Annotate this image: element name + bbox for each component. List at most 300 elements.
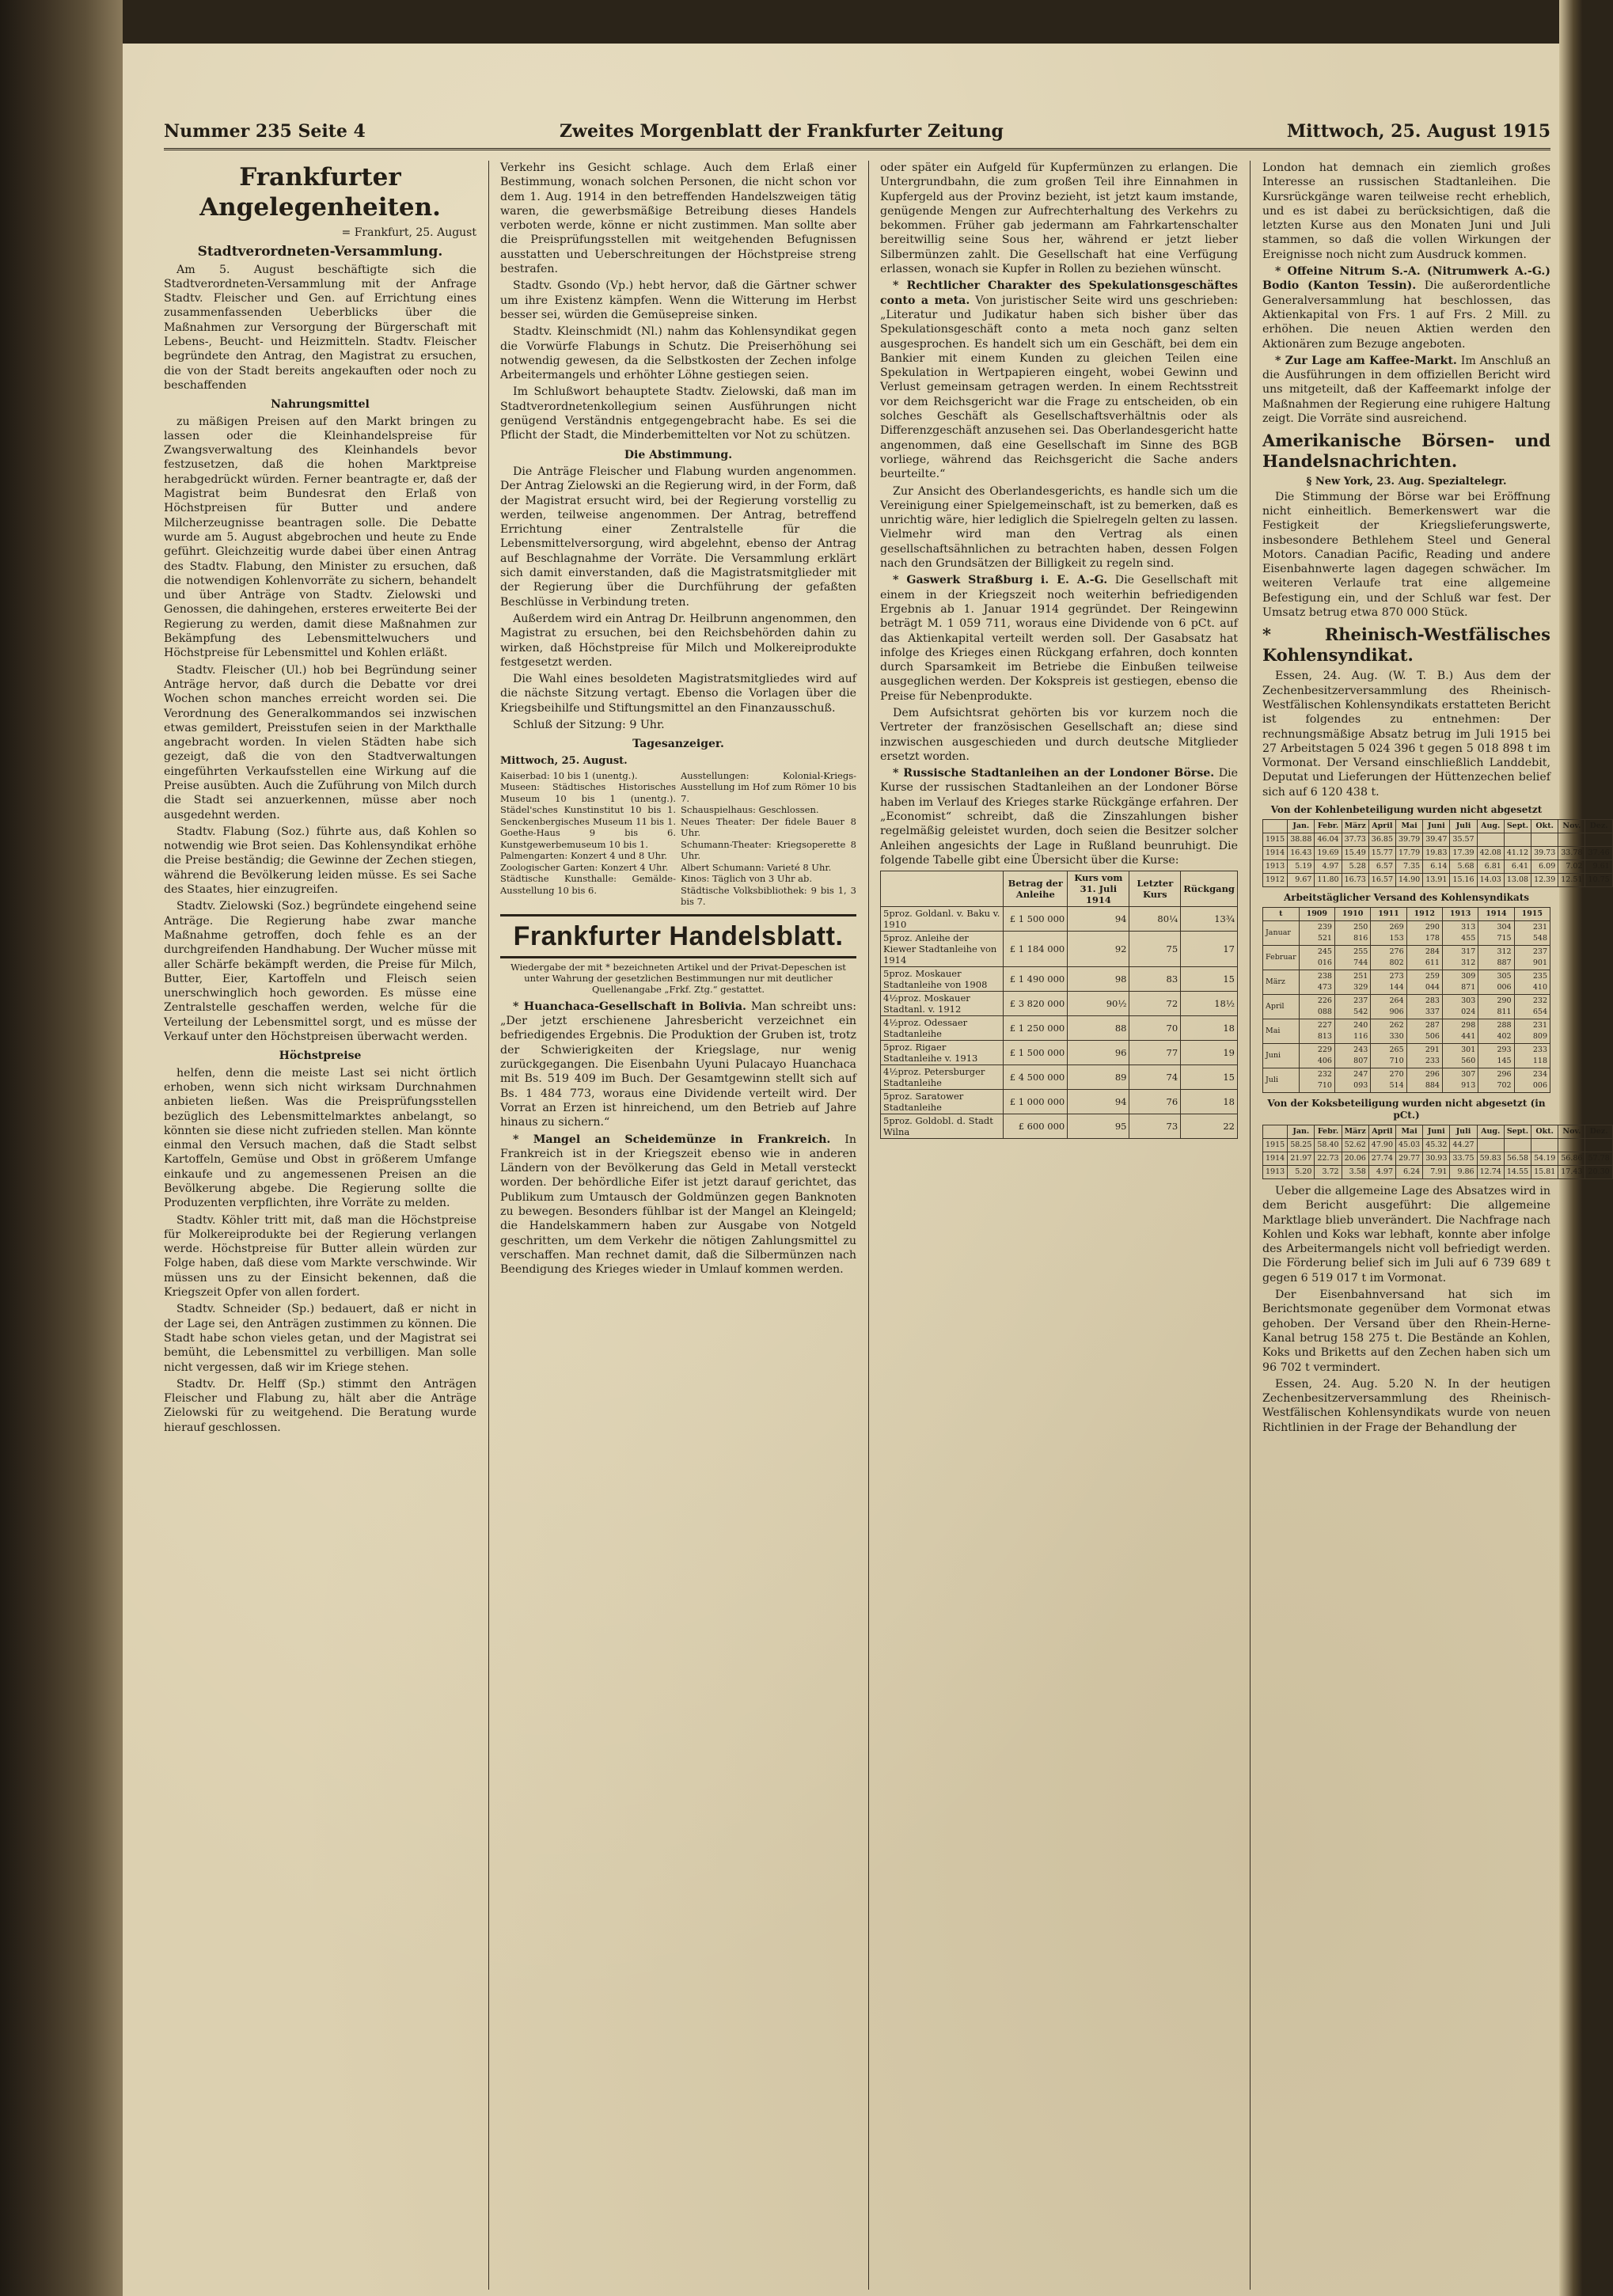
- table-row: [1263, 1043, 1550, 1068]
- table-header-cell: Jan.: [1288, 819, 1315, 833]
- table-cell: 4½proz. Petersburger Stadtanleihe: [881, 1065, 1004, 1090]
- issue-date: Mittwoch, 25. August 1915: [1286, 121, 1550, 142]
- table-header-cell: Okt.: [1531, 819, 1558, 833]
- table-cell: 33.75: [1450, 1152, 1477, 1165]
- column-rule: [488, 161, 489, 2290]
- table-cell: 232 654: [1514, 994, 1550, 1019]
- table-cell: 9.61: [1585, 860, 1612, 873]
- table-cell: 4.97: [1315, 860, 1342, 873]
- table-row: [1263, 945, 1550, 970]
- table-cell: 27.74: [1368, 1152, 1395, 1165]
- table-cell: 12.51: [1558, 873, 1585, 886]
- table-cell: 293 145: [1478, 1043, 1514, 1068]
- table-cell: 44.27: [1450, 1138, 1477, 1152]
- table-cell: 22: [1181, 1114, 1238, 1139]
- table-cell: 52.62: [1342, 1138, 1368, 1152]
- table-cell: 5.28: [1342, 860, 1368, 873]
- table-cell: 21.97: [1288, 1152, 1315, 1165]
- table-cell: [1558, 833, 1585, 846]
- subheading: Höchstpreise: [279, 1049, 362, 1063]
- table-header-cell: 1913: [1442, 907, 1478, 920]
- article-text: Im Anschluß an die Ausführungen in dem offiziellen Bericht wird uns mitgeteilt, daß der Kaffeemarkt infolge der Maßnahmen der Regierung eine ruhigere Haltung zeigt. Die Vorräte sind ausreichend.: [1262, 354, 1551, 426]
- table-header-cell: 1909: [1299, 907, 1334, 920]
- table-cell: 16.57: [1368, 873, 1395, 886]
- table-cell: [1558, 1138, 1585, 1152]
- table-header-cell: Rückgang: [1181, 871, 1238, 907]
- table-cell: 17: [1181, 932, 1238, 967]
- table-cell: 6.41: [1504, 860, 1531, 873]
- table-cell: 4.97: [1368, 1165, 1395, 1178]
- table-cell: 80¼: [1129, 907, 1181, 932]
- daily-listings: [500, 770, 856, 908]
- table-cell: 313 455: [1442, 920, 1478, 945]
- table-cell: 18½: [1181, 992, 1238, 1016]
- paragraph: Dem Aufsichtsrat gehörten bis vor kurzem noch die Vertreter der französischen Gesellschaft an; diese sind inzwischen ausgeschieden und durch deutsche Mitglieder ersetzt worden.: [880, 706, 1238, 763]
- table-header-cell: Dez.: [1585, 1125, 1612, 1138]
- table-cell: [1585, 1138, 1612, 1152]
- table-cell: 259 044: [1406, 970, 1442, 994]
- table-header-cell: Nov.: [1558, 1125, 1585, 1138]
- table-cell: 45.03: [1396, 1138, 1423, 1152]
- table-cell: 7.91: [1423, 1165, 1450, 1178]
- paragraph: Im Schlußwort behauptete Stadtv. Zielowski, daß man im Stadtverordnetenkollegium seinen Ausführungen nicht genügend Verständnis entgegengebracht habe. Es sei die Pflicht der Stadt, die Minderbemittelten vor Not zu schützen.: [500, 385, 856, 442]
- table-row: [1263, 1165, 1613, 1178]
- table-header-cell: 1911: [1371, 907, 1406, 920]
- table-cell: £ 1 500 000: [1004, 1041, 1068, 1065]
- table-cell: 76: [1129, 1090, 1181, 1114]
- table-header-cell: Okt.: [1531, 1125, 1558, 1138]
- article-lead: * Offeine Nitrum S.-A. (Nitrumwerk A.-G.) Bodio (Kanton Tessin).: [1262, 265, 1550, 293]
- table-cell: 276 802: [1371, 945, 1406, 970]
- russian-loans-table: [880, 871, 1238, 1139]
- table-header-cell: Aug.: [1477, 819, 1504, 833]
- table-cell: 6.81: [1477, 860, 1504, 873]
- table-cell: 30.93: [1423, 1152, 1450, 1165]
- table-header-cell: Juni: [1423, 1125, 1450, 1138]
- table-cell: 9.67: [1288, 873, 1315, 886]
- table-cell: 296 702: [1478, 1068, 1514, 1092]
- table-cell: 9.86: [1450, 1165, 1477, 1178]
- table-cell: 290 178: [1406, 920, 1442, 945]
- table-row: [1263, 1068, 1550, 1092]
- paragraph: Außerdem wird ein Antrag Dr. Heilbrunn angenommen, den Magistrat zu ersuchen, bei den Reichsbehörden dahin zu wirken, daß Höchstpreise für Milch und Molkereiprodukte festgesetzt werden.: [500, 612, 856, 669]
- table-cell: April: [1263, 994, 1300, 1019]
- table-cell: 1913: [1263, 860, 1288, 873]
- article-lead: * Huanchaca-Gesellschaft in Bolivia.: [513, 1000, 746, 1013]
- article-heading: Stadtverordneten-Versammlung.: [197, 244, 443, 260]
- table-cell: 73: [1129, 1114, 1181, 1139]
- table-cell: 284 611: [1406, 945, 1442, 970]
- table-cell: 237 901: [1514, 945, 1550, 970]
- table-cell: 291 233: [1406, 1043, 1442, 1068]
- table-cell: 75: [1129, 932, 1181, 967]
- table-row: [1263, 833, 1613, 846]
- table-header-cell: Juli: [1450, 1125, 1477, 1138]
- table-cell: 94: [1068, 1090, 1129, 1114]
- table-cell: 250 816: [1334, 920, 1370, 945]
- table-cell: 14.55: [1504, 1165, 1531, 1178]
- table-cell: 15: [1181, 967, 1238, 992]
- table-cell: 1915: [1263, 833, 1288, 846]
- table-cell: 37.73: [1342, 833, 1368, 846]
- table-cell: [1585, 833, 1612, 846]
- article-text: Die außerordentliche Generalversammlung hat beschlossen, das Aktienkapital von Frs. 1 auf Frs. 2 Mill. zu erhöhen. Die neuen Aktien werden den Aktionären zum Bezuge angeboten.: [1262, 279, 1550, 351]
- table-header-cell: Febr.: [1315, 1125, 1342, 1138]
- daily-listings-heading: Tagesanzeiger.: [632, 738, 724, 751]
- table-cell: 5proz. Goldanl. v. Baku v. 1910: [881, 907, 1004, 932]
- table-cell: 312 887: [1478, 945, 1514, 970]
- table-cell: 46.04: [1315, 833, 1342, 846]
- table-cell: 13¾: [1181, 907, 1238, 932]
- article-lead: * Rechtlicher Charakter des Spekulationsgeschäftes conto a meta.: [880, 279, 1238, 307]
- table-cell: 235 410: [1514, 970, 1550, 994]
- table-row: [881, 967, 1238, 992]
- table-header-cell: Mai: [1396, 1125, 1423, 1138]
- table-cell: 38.88: [1288, 833, 1315, 846]
- table-header-cell: 1910: [1334, 907, 1370, 920]
- table-cell: £ 1 500 000: [1004, 907, 1068, 932]
- book-binding-shadow: [0, 0, 123, 2296]
- table-cell: 232 710: [1299, 1068, 1334, 1092]
- column-markets: [1262, 161, 1610, 2290]
- table-row: [1263, 873, 1613, 886]
- commerce-section-banner: Frankfurter Handelsblatt.: [500, 914, 856, 958]
- table-cell: 19: [1181, 1041, 1238, 1065]
- table-header-cell: Febr.: [1315, 819, 1342, 833]
- table-header-cell: 1914: [1478, 907, 1514, 920]
- table-cell: 231 809: [1514, 1019, 1550, 1043]
- table-cell: 234 006: [1514, 1068, 1550, 1092]
- table-cell: £ 1 000 000: [1004, 1090, 1068, 1114]
- listings-left: Kaiserbad: 10 bis 1 (unentg.). Museen: Städtisches Historisches Museum 10 bis 1 (unentg.). Städel'sches Kunstinstitut 10 bis 1. Senckenbergisches Museum 11 bis 1. Goethe-Haus 9 bis 6. Kunstgewerbemuseum 10 bis 1. Palmengarten: Konzert 4 und 8 Uhr. Zoologischer Garten: Konzert 4 Uhr. Städtische Kunsthalle: Gemälde-Ausstellung 10 bis 6.: [500, 769, 676, 896]
- table-cell: 243 807: [1334, 1043, 1370, 1068]
- article-text: Von juristischer Seite wird uns geschrieben: „Literatur und Judikatur haben sich bisher über das Spekulationsgeschäft conto a meta noch ganz selten ausgesprochen. Es handelt sich um ein Geschäft, bei dem ein Bankier mit einem Kunden zu gleichen Teilen eine Spekulation in Wertpapieren eingeht, wobei Gewinn und Verlust gemeinsam getragen werden. In einem Rechtsstreit vor dem Reichsgericht war die Frage zu entscheiden, ob ein solches Geschäft als Gesellschaftsverhältnis oder als Differenzgeschäft anzusehen sei. Das Oberlandesgericht hatte angenommen, daß eine Gesellschaft im Sinne des BGB vorliege, während das Reichsgericht die Sache anders beurteilte.“: [880, 294, 1238, 481]
- table-row: [1263, 1138, 1613, 1152]
- paragraph: zu mäßigen Preisen auf den Markt bringen zu lassen oder die Kleinhandelspreise für Zwangsverwaltung des Kleinhandels bevor festzusetzen, daß die hohen Marktpreise herabgedrückt würden. Ferner beantragte er, daß der Magistrat beim Bundesrat den Erlaß von Höchstpreisen für Butter und andere Milcherzeugnisse beantragen solle. Die Debatte wurde am 5. August abgebrochen und heute zu Ende geführt. Gleichzeitig wurde dabei über einen Antrag des Stadtv. Flabung, den Minister zu ersuchen, daß die notwendigen Kohlenvorräte zu sichern, behandelt und über Anträge von Stadtv. Zielowski und Genossen, die dahingehen, ersteres erweiterte Bei der Regierung zu werden, damit diese Maßnahmen zur Bekämpfung des Lebensmittelwuchers und Höchstpreise für Lebensmittel und Kohlen erläßt.: [164, 415, 476, 660]
- table-header-cell: Letzter Kurs: [1129, 871, 1181, 907]
- table-cell: 12.74: [1477, 1165, 1504, 1178]
- table-cell: £ 3 820 000: [1004, 992, 1068, 1016]
- table-cell: 5.68: [1450, 860, 1477, 873]
- table-cell: [1531, 833, 1558, 846]
- table-cell: Januar: [1263, 920, 1300, 945]
- column-local-affairs: [164, 161, 476, 2290]
- table-header-cell: Sept.: [1504, 819, 1531, 833]
- table-cell: 6.24: [1396, 1165, 1423, 1178]
- paragraph: London hat demnach ein ziemlich großes Interesse an russischen Stadtanleihen. Die Kursrückgänge waren teilweise recht erheblich, und es ist dabei zu berücksichtigen, daß die letzten Kurse aus den Monaten Juni und Juli stammen, so daß die vollen Wirkungen der Ereignisse noch nicht zum Ausdruck kommen.: [1262, 161, 1550, 261]
- table-cell: 5proz. Saratower Stadtanleihe: [881, 1090, 1004, 1114]
- page-number: Nummer 235 Seite 4: [164, 121, 366, 142]
- table-cell: 239 521: [1299, 920, 1334, 945]
- table-cell: 17.79: [1396, 846, 1423, 860]
- table-cell: 96: [1068, 1041, 1129, 1065]
- table-cell: 1914: [1263, 1152, 1288, 1165]
- table-cell: 37.46: [1585, 846, 1612, 860]
- paragraph: Stadtv. Gsondo (Vp.) hebt hervor, daß die Gärtner schwer um ihre Existenz kämpfen. Wenn die Witterung im Herbst besser sei, würden die Gemüsepreise sinken.: [500, 279, 856, 321]
- table-cell: 12.39: [1531, 873, 1558, 886]
- table-cell: 58.25: [1288, 1138, 1315, 1152]
- table-caption: Arbeitstäglicher Versand des Kohlensyndikats: [1283, 891, 1530, 903]
- table-cell: 288 402: [1478, 1019, 1514, 1043]
- article-text: Die Kurse der russischen Stadtanleihen an der Londoner Börse haben im Verlauf des Krieges starke Rückgänge erfahren. Der „Economist“ schreibt, daß die Zinszahlungen bisher regelmäßig geleistet wurden, doch seien die Besitzer solcher Anleihen angesichts der Lage in Rußland beunruhigt. Die folgende Tabelle gibt eine Übersicht über die Kurse:: [880, 767, 1238, 867]
- table-cell: 240 116: [1334, 1019, 1370, 1043]
- table-cell: 98: [1068, 967, 1129, 992]
- table-cell: 41.12: [1504, 846, 1531, 860]
- paragraph: Verkehr ins Gesicht schlage. Auch dem Erlaß einer Bestimmung, wonach solchen Personen, die nicht schon vor dem 1. Aug. 1914 in den betreffenden Handelszweigen tätig waren, die gewerbsmäßige Betreibung dieses Handels verboten werde, könne er nicht zustimmen. Man sollte aber die Preisprüfungsstellen mit weitgehenden Befugnissen ausstatten und Ueberschreitungen der Höchstpreise streng bestrafen.: [500, 161, 856, 276]
- table-cell: 262 330: [1371, 1019, 1406, 1043]
- paragraph: Stadtv. Fleischer (Ul.) hob bei Begründung seiner Anträge hervor, daß durch die Debatte vor drei Wochen schon manches erreicht worden sei. Die Verordnung des Generalkommandos sei inzwischen etwas gemildert, Preisstufen seien in der Markthalle angebracht worden. In vielen Städten habe sich gezeigt, daß die von den Stadtverwaltungen eingeführten Verkaufsstellen eine Wirkung auf die Preise ausübten. Auch die Zuführung von Milch durch die Stadt sei anzuerkennen, müsse aber noch ausgedehnt werden.: [164, 663, 476, 822]
- column-finance: [880, 161, 1238, 2290]
- paragraph: Essen, 24. Aug. 5.20 N. In der heutigen Zechenbesitzerversammlung des Rheinisch-Westfälischen Kohlensyndikats wurde von neuen Richtlinien in der Frage der Behandlung der: [1262, 1377, 1550, 1434]
- column-rule: [1250, 161, 1251, 2290]
- table-cell: 6.09: [1531, 860, 1558, 873]
- table-cell: 255 744: [1334, 945, 1370, 970]
- reprint-notice: Wiedergabe der mit * bezeichneten Artikel und der Privat-Depeschen ist unter Wahrung der gesetzlichen Bestimmungen nur mit deutlicher Quellenangabe „Frkf. Ztg.“ gestattet.: [510, 961, 846, 995]
- table-header-cell: Betrag der Anleihe: [1004, 871, 1068, 907]
- table-cell: 227 813: [1299, 1019, 1334, 1043]
- table-caption: Von der Koksbeteiligung wurden nicht abgesetzt (in pCt.): [1267, 1097, 1546, 1121]
- article-text: Die Gesellschaft mit einem in der Kriegszeit noch weiterhin befriedigenden Ergebnis ab 1. Januar 1914 gegründet. Der Reingewinn beträgt M. 1 059 711, woraus eine Dividende von 6 pCt. auf das Aktienkapital verteilt werden soll. Der Gasabsatz hat infolge des Krieges einen Rückgang erfahren, doch konnten durch Sparsamkeit im Betriebe die Einbußen teilweise ausgeglichen werden. Der Kokspreis ist gestiegen, ebenso die Preise für Nebenprodukte.: [880, 574, 1238, 703]
- paragraph: Der Eisenbahnversand hat sich im Berichtsmonate gegenüber dem Vormonat etwas gehoben. Der Versand über den Rhein-Herne-Kanal betrug 158 275 t. Die Bestände an Kohlen, Koks und Briketts auf den Zechen haben sich um 96 702 t vermindert.: [1262, 1288, 1550, 1374]
- table-cell: 265 710: [1371, 1043, 1406, 1068]
- table-cell: 3.58: [1342, 1165, 1368, 1178]
- paragraph: Schluß der Sitzung: 9 Uhr.: [513, 718, 665, 731]
- table-cell: 47.90: [1368, 1138, 1395, 1152]
- table-cell: 15.77: [1368, 846, 1395, 860]
- table-cell: 20.30: [1585, 1165, 1612, 1178]
- table-header-cell: [1263, 1125, 1288, 1138]
- table-cell: 5proz. Goldobl. d. Stadt Wilna: [881, 1114, 1004, 1139]
- table-cell: 3.72: [1315, 1165, 1342, 1178]
- table-cell: £ 600 000: [1004, 1114, 1068, 1139]
- article-lead: * Gaswerk Straßburg i. E. A.-G.: [893, 574, 1108, 587]
- table-header-cell: April: [1368, 1125, 1395, 1138]
- table-cell: 7.35: [1396, 860, 1423, 873]
- paragraph: Stadtv. Schneider (Sp.) bedauert, daß er nicht in der Lage sei, den Anträgen zustimmen zu können. Die Stadt habe schon vieles getan, und der Magistrat sei bemüht, die Lebensmittel zu verbilligen. Man solle nicht vergessen, daß wir im Kriege stehen.: [164, 1303, 476, 1374]
- newspaper-page: [123, 44, 1610, 2296]
- table-header-cell: 1915: [1514, 907, 1550, 920]
- paragraph: Am 5. August beschäftigte sich die Stadtverordneten-Versammlung mit der Anfrage Stadtv. Fleischer und Gen. auf Errichtung eines zusammenfassenden Ueberblicks über die Maßnahmen zur Versorgung der Bürgerschaft mit Lebens-, Beucht- und Heizmitteln. Stadtv. Fleischer begründete den Antrag, den Magistrat zu ersuchen, die von der Stadt bereits angekauften oder noch zu beschaffenden: [164, 263, 476, 392]
- table-header-cell: Juni: [1423, 819, 1450, 833]
- table-row: [881, 1041, 1238, 1065]
- table-cell: 307 913: [1442, 1068, 1478, 1092]
- column-continuation: [500, 161, 856, 2290]
- table-cell: 290 811: [1478, 994, 1514, 1019]
- table-cell: 1914: [1263, 846, 1288, 860]
- table-cell: 231 548: [1514, 920, 1550, 945]
- paragraph: Stadtv. Dr. Helff (Sp.) stimmt den Anträgen Fleischer und Flabung zu, hält aber die Anträge Zielowski für zu weitgehend. Die Beratung wurde hierauf geschlossen.: [164, 1377, 476, 1434]
- table-cell: 287 506: [1406, 1019, 1442, 1043]
- table-cell: 59.83: [1477, 1152, 1504, 1165]
- table-cell: 39.47: [1423, 833, 1450, 846]
- table-cell: 92: [1068, 932, 1129, 967]
- table-cell: 15.16: [1450, 873, 1477, 886]
- table-cell: 7.02: [1558, 860, 1585, 873]
- paragraph: Die Wahl eines besoldeten Magistratsmitgliedes wird auf die nächste Sitzung vertagt. Ebenso die Vorlagen über die Kriegsbeihilfe und Stiftungsmittel an den Finanzausschuß.: [500, 673, 856, 715]
- table-row: [1263, 994, 1550, 1019]
- table-caption: Von der Kohlenbeteiligung wurden nicht abgesetzt: [1270, 803, 1543, 815]
- table-cell: 270 514: [1371, 1068, 1406, 1092]
- table-cell: 247 093: [1334, 1068, 1370, 1092]
- table-cell: März: [1263, 970, 1300, 994]
- table-cell: 18: [1181, 1090, 1238, 1114]
- paragraph: Ueber die allgemeine Lage des Absatzes wird in dem Bericht ausgeführt: Die allgemeine Marktlage blieb unverändert. Die Nachfrage nach Kohlen und Koks war lebhaft, konnte aber infolge des Arbeitermangels nicht voll befriedigt werden. Die Förderung belief sich im Juli auf 6 739 689 t gegen 6 519 017 t im Vormonat.: [1262, 1184, 1550, 1285]
- dateline: § New York, 23. Aug. Spezialtelegr.: [1306, 476, 1507, 488]
- table-cell: 14.90: [1396, 873, 1423, 886]
- table-header-cell: [881, 871, 1004, 907]
- table-cell: 303 024: [1442, 994, 1478, 1019]
- coal-shipment-table: [1262, 907, 1550, 1093]
- table-cell: 42.08: [1477, 846, 1504, 860]
- table-cell: 56.86: [1558, 1152, 1585, 1165]
- table-cell: 56.58: [1504, 1152, 1531, 1165]
- paragraph: Die Stimmung der Börse war bei Eröffnung nicht einheitlich. Bemerkenswert war die Festigkeit der Kriegslieferungswerte, insbesondere Bethlehem Steel und General Motors. Canadian Pacific, Reading und andere Eisenbahnwerte lagen dagegen schwächer. Im weiteren Verlaufe trat eine allgemeine Befestigung ein, und der Schluß war fest. Der Umsatz betrug etwa 870 000 Stück.: [1262, 490, 1550, 620]
- table-cell: 29.77: [1396, 1152, 1423, 1165]
- table-cell: 15.49: [1342, 846, 1368, 860]
- table-header-cell: April: [1368, 819, 1395, 833]
- table-cell: 305 006: [1478, 970, 1514, 994]
- table-cell: 238 473: [1299, 970, 1334, 994]
- table-row: [881, 1090, 1238, 1114]
- table-cell: 5proz. Rigaer Stadtanleihe v. 1913: [881, 1041, 1004, 1065]
- table-cell: 237 542: [1334, 994, 1370, 1019]
- dateline: = Frankfurt, 25. August: [341, 226, 476, 239]
- table-row: [881, 1065, 1238, 1090]
- table-cell: 88: [1068, 1016, 1129, 1041]
- paragraph: Stadtv. Köhler tritt mit, daß man die Höchstpreise für Molkereiprodukte bei der Regierung verlangen werde. Höchstpreise für Butter allein würden zur Folge haben, daß diese vom Markte verschwinde. Wir müssen uns zu der Einsicht bekennen, daß die Kriegszeit Opfer von allen fordert.: [164, 1213, 476, 1300]
- table-cell: 13.91: [1423, 873, 1450, 886]
- table-row: [881, 932, 1238, 967]
- table-row: [1263, 860, 1613, 873]
- table-cell: 16.43: [1288, 846, 1315, 860]
- table-header-cell: März: [1342, 819, 1368, 833]
- table-cell: 95: [1068, 1114, 1129, 1139]
- table-cell: 90½: [1068, 992, 1129, 1016]
- table-cell: 45.32: [1423, 1138, 1450, 1152]
- table-cell: [1531, 1138, 1558, 1152]
- table-cell: £ 4 500 000: [1004, 1065, 1068, 1090]
- table-cell: 15.81: [1531, 1165, 1558, 1178]
- table-header-cell: Kurs vom 31. Juli 1914: [1068, 871, 1129, 907]
- table-cell: 245 016: [1299, 945, 1334, 970]
- table-cell: 39.73: [1531, 846, 1558, 860]
- table-cell: 83: [1129, 967, 1181, 992]
- table-header-cell: [1263, 819, 1288, 833]
- subheading: Die Abstimmung.: [624, 448, 733, 461]
- table-cell: 10.75: [1585, 873, 1612, 886]
- table-row: [881, 907, 1238, 932]
- article-lead: * Russische Stadtanleihen an der Londoner Börse.: [893, 767, 1215, 780]
- table-cell: 35.57: [1450, 833, 1477, 846]
- paragraph: Essen, 24. Aug. (W. T. B.) Aus dem der Zechenbesitzerversammlung des Rheinisch-Westfälischen Kohlensyndikats erstatteten Bericht ist folgendes zu entnehmen: Der rechnungsmäßige Absatz betrug im Juli 1915 bei 27 Arbeitstagen 5 024 396 t gegen 5 018 898 t im Vormonat. Der Versand einschließlich Landdebit, Deputat und Lieferungen der Hüttenzechen belief sich auf 6 120 438 t.: [1262, 670, 1550, 799]
- table-header-cell: Nov.: [1558, 819, 1585, 833]
- table-cell: 5proz. Moskauer Stadtanleihe von 1908: [881, 967, 1004, 992]
- table-header-cell: Jan.: [1288, 1125, 1315, 1138]
- table-cell: 269 153: [1371, 920, 1406, 945]
- table-header-cell: 1912: [1406, 907, 1442, 920]
- table-header-cell: Aug.: [1477, 1125, 1504, 1138]
- table-cell: 18: [1181, 1016, 1238, 1041]
- table-cell: Mai: [1263, 1019, 1300, 1043]
- table-cell: 33.78: [1558, 846, 1585, 860]
- table-cell: 296 884: [1406, 1068, 1442, 1092]
- table-cell: 17.43: [1558, 1165, 1585, 1178]
- table-cell: 58.40: [1315, 1138, 1342, 1152]
- table-cell: 273 144: [1371, 970, 1406, 994]
- table-cell: 233 118: [1514, 1043, 1550, 1068]
- paragraph: Stadtv. Flabung (Soz.) führte aus, daß Kohlen so notwendig wie Brot seien. Das Kohlensyndikat erhöhe die Preise beständig; die Gewinne der Zechen stiegen, während die Bevölkerung leiden müsse. Es sei Sache des Staates, hier einzugreifen.: [164, 825, 476, 897]
- table-row: [1263, 970, 1550, 994]
- table-cell: 309 871: [1442, 970, 1478, 994]
- table-cell: 57.78: [1585, 1152, 1612, 1165]
- table-cell: 5proz. Anleihe der Kiewer Stadtanleihe von 1914: [881, 932, 1004, 967]
- table-cell: [1504, 833, 1531, 846]
- table-cell: 14.03: [1477, 873, 1504, 886]
- section-title: Frankfurter Angelegenheiten.: [199, 163, 441, 222]
- table-cell: 1915: [1263, 1138, 1288, 1152]
- table-cell: 20.06: [1342, 1152, 1368, 1165]
- table-cell: 226 088: [1299, 994, 1334, 1019]
- table-cell: Februar: [1263, 945, 1300, 970]
- listings-right: Ausstellungen: Kolonial-Kriegs-Ausstellung im Hof zum Römer 10 bis 7. Schauspielhaus: Geschlossen. Neues Theater: Der fidele Bauer 8 Uhr. Schumann-Theater: Kriegsoperette 8 Uhr. Albert Schumann: Varieté 8 Uhr. Kinos: Täglich von 3 Uhr ab. Städtische Volksbibliothek: 9 bis 1, 3 bis 7.: [681, 769, 856, 908]
- table-cell: 89: [1068, 1065, 1129, 1090]
- table-cell: 283 337: [1406, 994, 1442, 1019]
- column-rule: [868, 161, 869, 2290]
- table-cell: 39.79: [1396, 833, 1423, 846]
- article-lead: * Zur Lage am Kaffee-Markt.: [1275, 354, 1457, 367]
- table-cell: Juni: [1263, 1043, 1300, 1068]
- table-row: [881, 992, 1238, 1016]
- table-cell: 229 406: [1299, 1043, 1334, 1068]
- table-row: [1263, 920, 1550, 945]
- paragraph: Die Anträge Fleischer und Flabung wurden angenommen. Der Antrag Zielowski an die Regierung wird, in der Form, daß der Magistrat ersucht wird, bei der Regierung vorstellig zu werden, teilweise angenommen. Der Antrag, betreffend Errichtung einer Zentralstelle für die Lebensmittelversorgung, wird abgelehnt, ebenso der Antrag auf Beschlagnahme der Vorräte. Die Versammlung erklärt sich damit einverstanden, daß die Magistratsmitglieder mit der Regierung über die Durchführung der gefaßten Beschlüsse in Verbindung treten.: [500, 465, 856, 609]
- table-cell: £ 1 490 000: [1004, 967, 1068, 992]
- page-header: [164, 116, 1550, 150]
- table-cell: 251 329: [1334, 970, 1370, 994]
- table-cell: £ 1 250 000: [1004, 1016, 1068, 1041]
- table-cell: 13.08: [1504, 873, 1531, 886]
- table-header-cell: t: [1263, 907, 1300, 920]
- table-header-cell: Juli: [1450, 819, 1477, 833]
- paragraph: oder später ein Aufgeld für Kupfermünzen zu erlangen. Die Untergrundbahn, die zum großen Teil ihre Einnahmen in Kupfergeld aus der Provinz bezieht, ist jetzt kaum imstande, genügende Mengen zur Aufrechterhaltung des Verkehrs zu bekommen. Früher gab jedermann am Fahrkartenschalter bereitwillig seine Sous her, während er jetzt lieber Silbermünzen zahlt. Die Gesellschaft hat eine Verfügung erlassen, wonach sie Kupfer in Rollen zu beziehen wünscht.: [880, 161, 1238, 276]
- table-cell: 317 312: [1442, 945, 1478, 970]
- paragraph: helfen, denn die meiste Last sei nicht örtlich erhoben, wenn sich nicht wirksam Durchnahmen anbieten ließen. Was die Preisprüfungsstellen bezüglich des Lebensmittelmarktes anbelangt, so könnten sie diese nicht zufrieden stellen. Man könnte einmal den Versuch machen, daß die Stadt selbst Kartoffeln, Gemüse und Obst in größerem Umfange einkaufe und zu angemessenen Preisen an die Bevölkerung abgebe. Die Regierung sollte die Produzenten verpflichten, ihre Vorräte zu melden.: [164, 1066, 476, 1210]
- table-cell: 22.73: [1315, 1152, 1342, 1165]
- table-cell: 1913: [1263, 1165, 1288, 1178]
- table-cell: 264 906: [1371, 994, 1406, 1019]
- table-cell: [1504, 1138, 1531, 1152]
- table-row: [1263, 846, 1613, 860]
- section-heading: * Rheinisch-Westfälisches Kohlensyndikat.: [1262, 624, 1550, 666]
- table-cell: 298 441: [1442, 1019, 1478, 1043]
- table-header-cell: Sept.: [1504, 1125, 1531, 1138]
- table-cell: 16.73: [1342, 873, 1368, 886]
- table-cell: 15: [1181, 1065, 1238, 1090]
- table-cell: 19.83: [1423, 846, 1450, 860]
- table-cell: [1477, 1138, 1504, 1152]
- table-cell: 6.14: [1423, 860, 1450, 873]
- section-heading: Amerikanische Börsen- und Handelsnachrichten.: [1262, 431, 1550, 472]
- table-cell: Juli: [1263, 1068, 1300, 1092]
- table-cell: 19.69: [1315, 846, 1342, 860]
- article-text: Man schreibt uns: „Der jetzt erschienene Jahresbericht verzeichnet ein befriedigendes Ergebnis. Die Produktion der Gruben ist, trotz der Schwierigkeiten der Kriegslage, nur wenig zurückgegangen. Die Eisenbahn Uyuni Pulacayo Huanchaca mit Bs. 519 409 im Buch. Der Gesamtgewinn stellt sich auf Bs. 1 484 773, woraus eine Dividende verteilt wird. Der Vorrat an Erzen ist hinreichend, um den Betrieb auf Jahre hinaus zu sichern.“: [500, 1000, 856, 1129]
- article-text: In Frankreich ist in der Kriegszeit ebenso wie in anderen Ländern von der Bevölkerung das Geld in Metall versteckt worden. Der behördliche Eifer ist jetzt darauf gerichtet, das Publikum zum Umtausch der Goldmünzen gegen Banknoten zu bewegen. Besonders fühlbar ist der Mangel an Kleingeld; die Handelskammern haben zur Ausgabe von Notgeld geschritten, um dem Verkehr die nötigen Zahlungsmittel zu verschaffen. Man rechnet damit, daß die Silbermünzen nach Beendigung des Krieges wieder in Umlauf kommen werden.: [500, 1133, 856, 1277]
- coal-quota-table: [1262, 819, 1613, 887]
- table-header-cell: Dez.: [1585, 819, 1612, 833]
- paragraph: Zur Ansicht des Oberlandesgerichts, es handle sich um die Vereinigung einer Spielgemeinschaft, ist zu bemerken, daß es unrichtig wäre, hier lediglich die Spielregeln gelten zu lassen. Vielmehr wird man den Vertrag als einen gesellschaftsähnlichen zu betrachten haben, dessen Folgen nach den Grundsätzen der Billigkeit zu regeln sind.: [880, 484, 1238, 571]
- table-row: [881, 1016, 1238, 1041]
- table-cell: 304 715: [1478, 920, 1514, 945]
